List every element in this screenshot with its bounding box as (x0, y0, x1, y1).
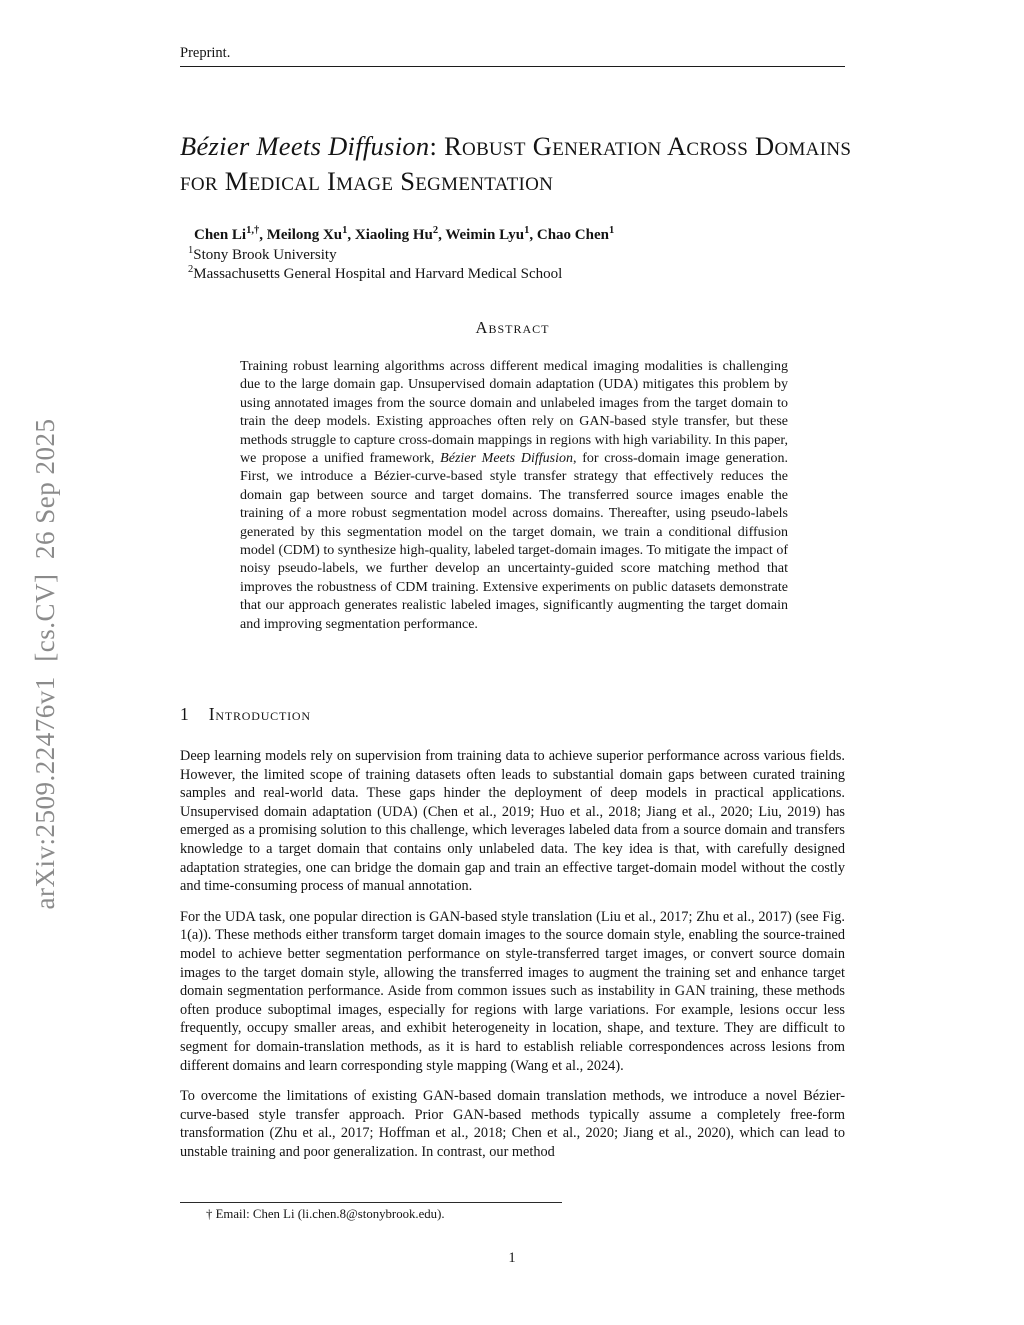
affiliation-sup: 2 (188, 264, 194, 275)
intro-paragraph-2: For the UDA task, one popular direction is GAN-based style translation (Liu et al., 2017; Zhu et al., 2017) (see Fig. 1(a)). These methods either transform target domain images to the source domain style, enabling the source-trained model to achieve better segmentation performance on style-transferred target images, or convert source domain images to the target domain style, allowing the transferred images to augment the training set and enhance target domain segmentation performance. Aside from common issues such as instability in GAN training, these methods often produce suboptimal images, especially for regions with large variations. For example, lesions occur less frequently, occupy smaller areas, and exhibit heterogeneity in location, shape, and texture. They are difficult to segment for domain-translation methods, as it is hard to establish reliable correspondences across lesions from different domains and learn corresponding style mapping (Wang et al., 2024). (180, 908, 845, 1074)
section-title: Introduction (208, 704, 311, 724)
author-affil-sup: 1,† (246, 225, 260, 236)
arxiv-watermark: arXiv:2509.22476v1 [cs.CV] 26 Sep 2025 (30, 418, 60, 910)
abstract-heading: Abstract (475, 318, 550, 337)
introduction-text (180, 747, 845, 1173)
author: Xiaoling Hu$^2$, (354, 225, 446, 243)
author-affil-sup: 1 (342, 225, 348, 236)
affiliation-text: Stony Brook University (193, 247, 337, 263)
affiliation-line (188, 265, 838, 284)
footnote-rule (180, 1202, 562, 1203)
author-affil-sup: 2 (432, 225, 439, 236)
section-heading-introduction (180, 704, 845, 725)
author: Weimin Lyu$^1$, (445, 225, 537, 243)
intro-paragraph-3: To overcome the limitations of existing GAN-based domain translation methods, we introduce a novel Bézier-curve-based style transfer approach. Prior GAN-based methods typically assume a completely free-form transformation (Zhu et al., 2017; Hoffman et al., 2018; Chen et al., 2020; Jiang et al., 2020), which can lead to unstable training and poor generalization. In contrast, our method (180, 1088, 845, 1160)
paper-title (180, 129, 852, 199)
author: Meilong Xu$^1$, (266, 225, 355, 243)
abstract-part2: , for cross-domain image generation. First, we introduce a Bézier-curve-based style transfer strategy that effectively reduces the domain gap between source and target domains. The transferred source images enable the training of a more robust segmentation model across domains. Thereafter, using pseudo-labels generated by this segmentation model on the target domain, we train a conditional diffusion model (CDM) to synthesize high-quality, labeled target-domain images. To mitigate the impact of noisy pseudo-labels, we further develop an uncertainty-guided score matching method that improves the robustness of CDM training. Extensive experiments on public datasets demonstrate that our approach generates realistic labeled images, significantly augmenting the target domain and improving segmentation performance. (240, 451, 789, 632)
author-line (194, 226, 844, 245)
author-affil-sup: 1 (524, 225, 530, 236)
paper-title-italic: Bézier Meets Diffusion (180, 131, 430, 161)
author: Chao Chen$^1$ (536, 225, 615, 243)
paper-title-smallcaps: : Robust Generation Across Domains for Medical Image Segmentation (180, 131, 852, 196)
abstract-part1: Training robust learning algorithms across different medical imaging modalities is challenging due to the large domain gap. Unsupervised domain adaptation (UDA) mitigates this problem by using annotated images from the source domain and unlabeled images from the target domain to train the deep models. Existing approaches often rely on GAN-based style transfer, but these methods struggle to capture cross-domain mappings in regions with high variability. In this paper, we propose a unified framework, (240, 359, 788, 467)
intro-paragraph-1: Deep learning models rely on supervision from training data to achieve superior performance across various fields. However, the limited scope of training datasets often leads to substantial domain gaps between curated training samples and real-world data. These gaps hinder the deployment of deep models in practical applications. Unsupervised domain adaptation (UDA) (Chen et al., 2019; Huo et al., 2018; Jiang et al., 2020; Liu, 2019) has emerged as a promising solution to this challenge, which leverages labeled data from a source domain and transfers knowledge to a target domain that contains only unlabeled data. The key idea is that, with carefully designed adaptation strategies, one can bridge the domain gap and train an effective target-domain model without the costly and time-consuming process of manual annotation. (180, 748, 845, 895)
affiliation-text: Massachusetts General Hospital and Harvard Medical School (193, 266, 563, 282)
abstract-text (240, 358, 788, 634)
preprint-header (180, 45, 845, 67)
author: Chen $Li^{1,\dagger}$, (194, 225, 267, 243)
preprint-label: Preprint. (180, 45, 231, 61)
footnote (180, 1202, 845, 1222)
abstract-framework-name: Bézier Meets Diffusion (440, 451, 573, 467)
affiliation-line (188, 246, 838, 265)
author-affil-sup: 1 (608, 225, 615, 236)
page-number: 1 (508, 1250, 516, 1266)
section-number: 1 (180, 704, 189, 724)
affiliation-sup: 1 (188, 245, 194, 256)
affiliations (188, 246, 838, 284)
footnote-text: † Email: Chen Li (li.chen.8@stonybrook.edu). (206, 1207, 445, 1221)
